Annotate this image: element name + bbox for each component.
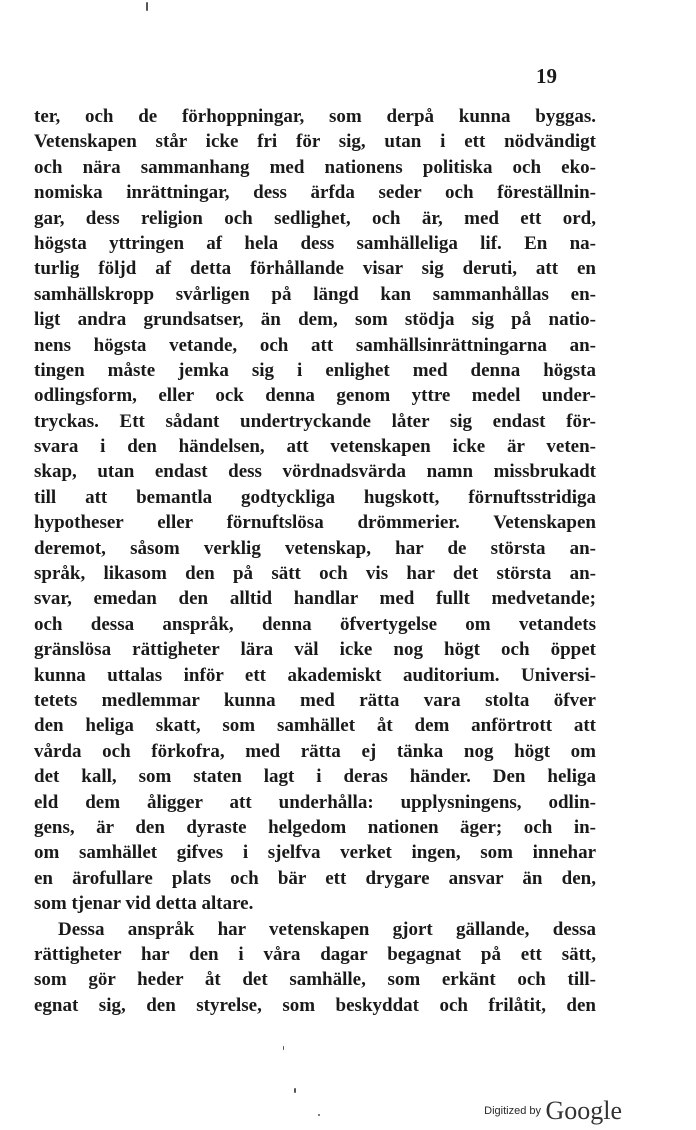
text-line: som tjenar vid detta altare. (34, 893, 254, 915)
text-line: tingen måste jemka sig i enlighet med denna högsta (34, 359, 596, 381)
text-line: turlig följd af detta förhållande visar sig deruti, att en (34, 258, 596, 280)
text-line: och dessa anspråk, denna öfvertygelse om vetandets (34, 613, 596, 635)
text-line: språk, likasom den på sätt och vis har det största an- (34, 563, 596, 585)
body-text (34, 104, 596, 1018)
text-line: gens, är den dyraste helgedom nationen äger; och in- (34, 816, 596, 838)
text-line: vårda och förkofra, med rätta ej tänka nog högt om (34, 740, 596, 762)
text-line: svar, emedan den alltid handlar med fullt medvetande; (34, 588, 596, 610)
text-line: eld dem åligger att underhålla: upplysningens, odlin- (34, 791, 596, 813)
text-line: skap, utan endast dess vördnadsvärda namn missbrukadt (34, 461, 596, 483)
text-line: högsta yttringen af hela dess samhälleliga lif. En na- (34, 232, 596, 254)
text-line: svara i den händelsen, att vetenskapen icke är veten- (34, 436, 596, 458)
text-line: samhällskropp svårligen på längd kan sammanhållas en- (34, 283, 596, 305)
watermark-prefix: Digitized by (484, 1105, 541, 1117)
text-line: kunna uttalas inför ett akademiskt auditorium. Universi- (34, 664, 596, 686)
text-line: gar, dess religion och sedlighet, och är, med ett ord, (34, 207, 596, 229)
scan-speck (294, 1088, 296, 1093)
text-line: hypotheser eller förnuftslösa drömmerier. Vetenskapen (34, 512, 596, 534)
text-line: och nära sammanhang med nationens politiska och eko- (34, 156, 596, 178)
google-logo: Google (545, 1096, 622, 1125)
text-line: den heliga skatt, som samhället åt dem anförtrott att (34, 715, 596, 737)
text-line: om samhället gifves i sjelfva verket ingen, som innehar (34, 842, 596, 864)
text-line: en ärofullare plats och bär ett drygare ansvar än den, (34, 867, 596, 889)
text-line: ligt andra grundsatser, än dem, som stödja sig på natio- (34, 309, 596, 331)
text-line: till att bemantla godtyckliga hugskott, förnuftsstridiga (34, 486, 596, 508)
text-line: det kall, som staten lagt i deras händer. Den heliga (34, 766, 596, 788)
text-line: tryckas. Ett sådant undertryckande låter sig endast för- (34, 410, 596, 432)
digitized-by-google-watermark (484, 1096, 622, 1126)
text-line: deremot, såsom verklig vetenskap, har de största an- (34, 537, 596, 559)
text-line: nens högsta vetande, och att samhällsinrättningarna an- (34, 334, 596, 356)
text-line: nomiska inrättningar, dess ärfda seder och föreställnin- (34, 182, 596, 204)
page-number: 19 (536, 64, 557, 88)
text-line: gränslösa rättigheter lära väl icke nog högt och öppet (34, 639, 596, 661)
text-line: odlingsform, eller ock denna genom yttre medel under- (34, 385, 596, 407)
text-line: tetets medlemmar kunna med rätta vara stolta öfver (34, 689, 596, 711)
text-line: egnat sig, den styrelse, som beskyddat och frilåtit, den (34, 994, 596, 1016)
text-line: Dessa anspråk har vetenskapen gjort gällande, dessa (58, 918, 596, 940)
text-line: rättigheter har den i våra dagar begagnat på ett sätt, (34, 943, 596, 965)
text-line: Vetenskapen står icke fri för sig, utan i ett nödvändigt (34, 131, 596, 153)
scan-speck (318, 1114, 320, 1116)
scan-speck (146, 2, 148, 11)
text-line: som gör heder åt det samhälle, som erkänt och till- (34, 969, 596, 991)
scan-speck (283, 1046, 284, 1050)
text-line: ter, och de förhoppningar, som derpå kunna byggas. (34, 106, 596, 127)
